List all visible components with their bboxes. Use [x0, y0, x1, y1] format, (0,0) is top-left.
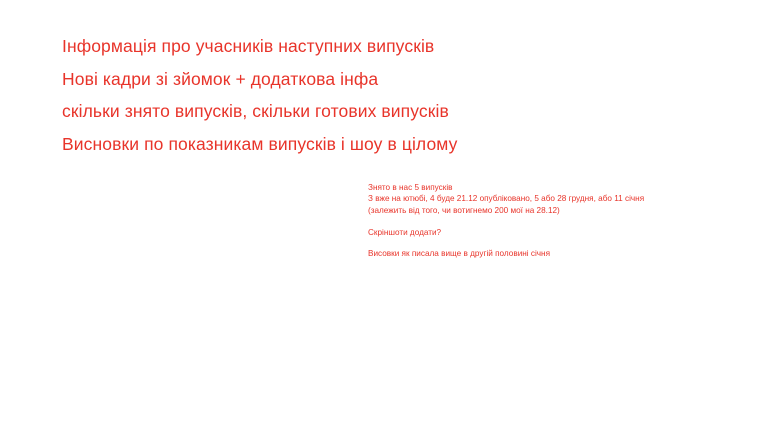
headline-item-1: Інформація про учасників наступних випусків	[62, 36, 435, 56]
notes-list	[368, 182, 748, 260]
note-line-3: (залежить від того, чи вотигнемо 200 мої на 28.12)	[368, 205, 560, 215]
headline-item-2: Нові кадри зі зйомок + додаткова інфа	[62, 68, 379, 89]
note-line-1: Знято в нас 5 випусків	[368, 183, 453, 192]
notes-spacer-2	[368, 238, 748, 248]
note-line-5: Висовки як писала вище в другій половині січня	[368, 249, 551, 259]
headline-item-4: Висновки по показникам випусків і шоу в цілому	[62, 133, 458, 154]
headline-list	[62, 38, 702, 153]
headline-item-3: скільки знято випусків, скільки готових випусків	[62, 101, 449, 121]
note-line-4: Скріншоти додати?	[368, 227, 442, 237]
notes-spacer-1	[368, 216, 748, 227]
note-line-2: З вже на ютюбі, 4 буде 21.12 опубліковано, 5 або 28 грудня, або 11 січня	[368, 194, 645, 204]
